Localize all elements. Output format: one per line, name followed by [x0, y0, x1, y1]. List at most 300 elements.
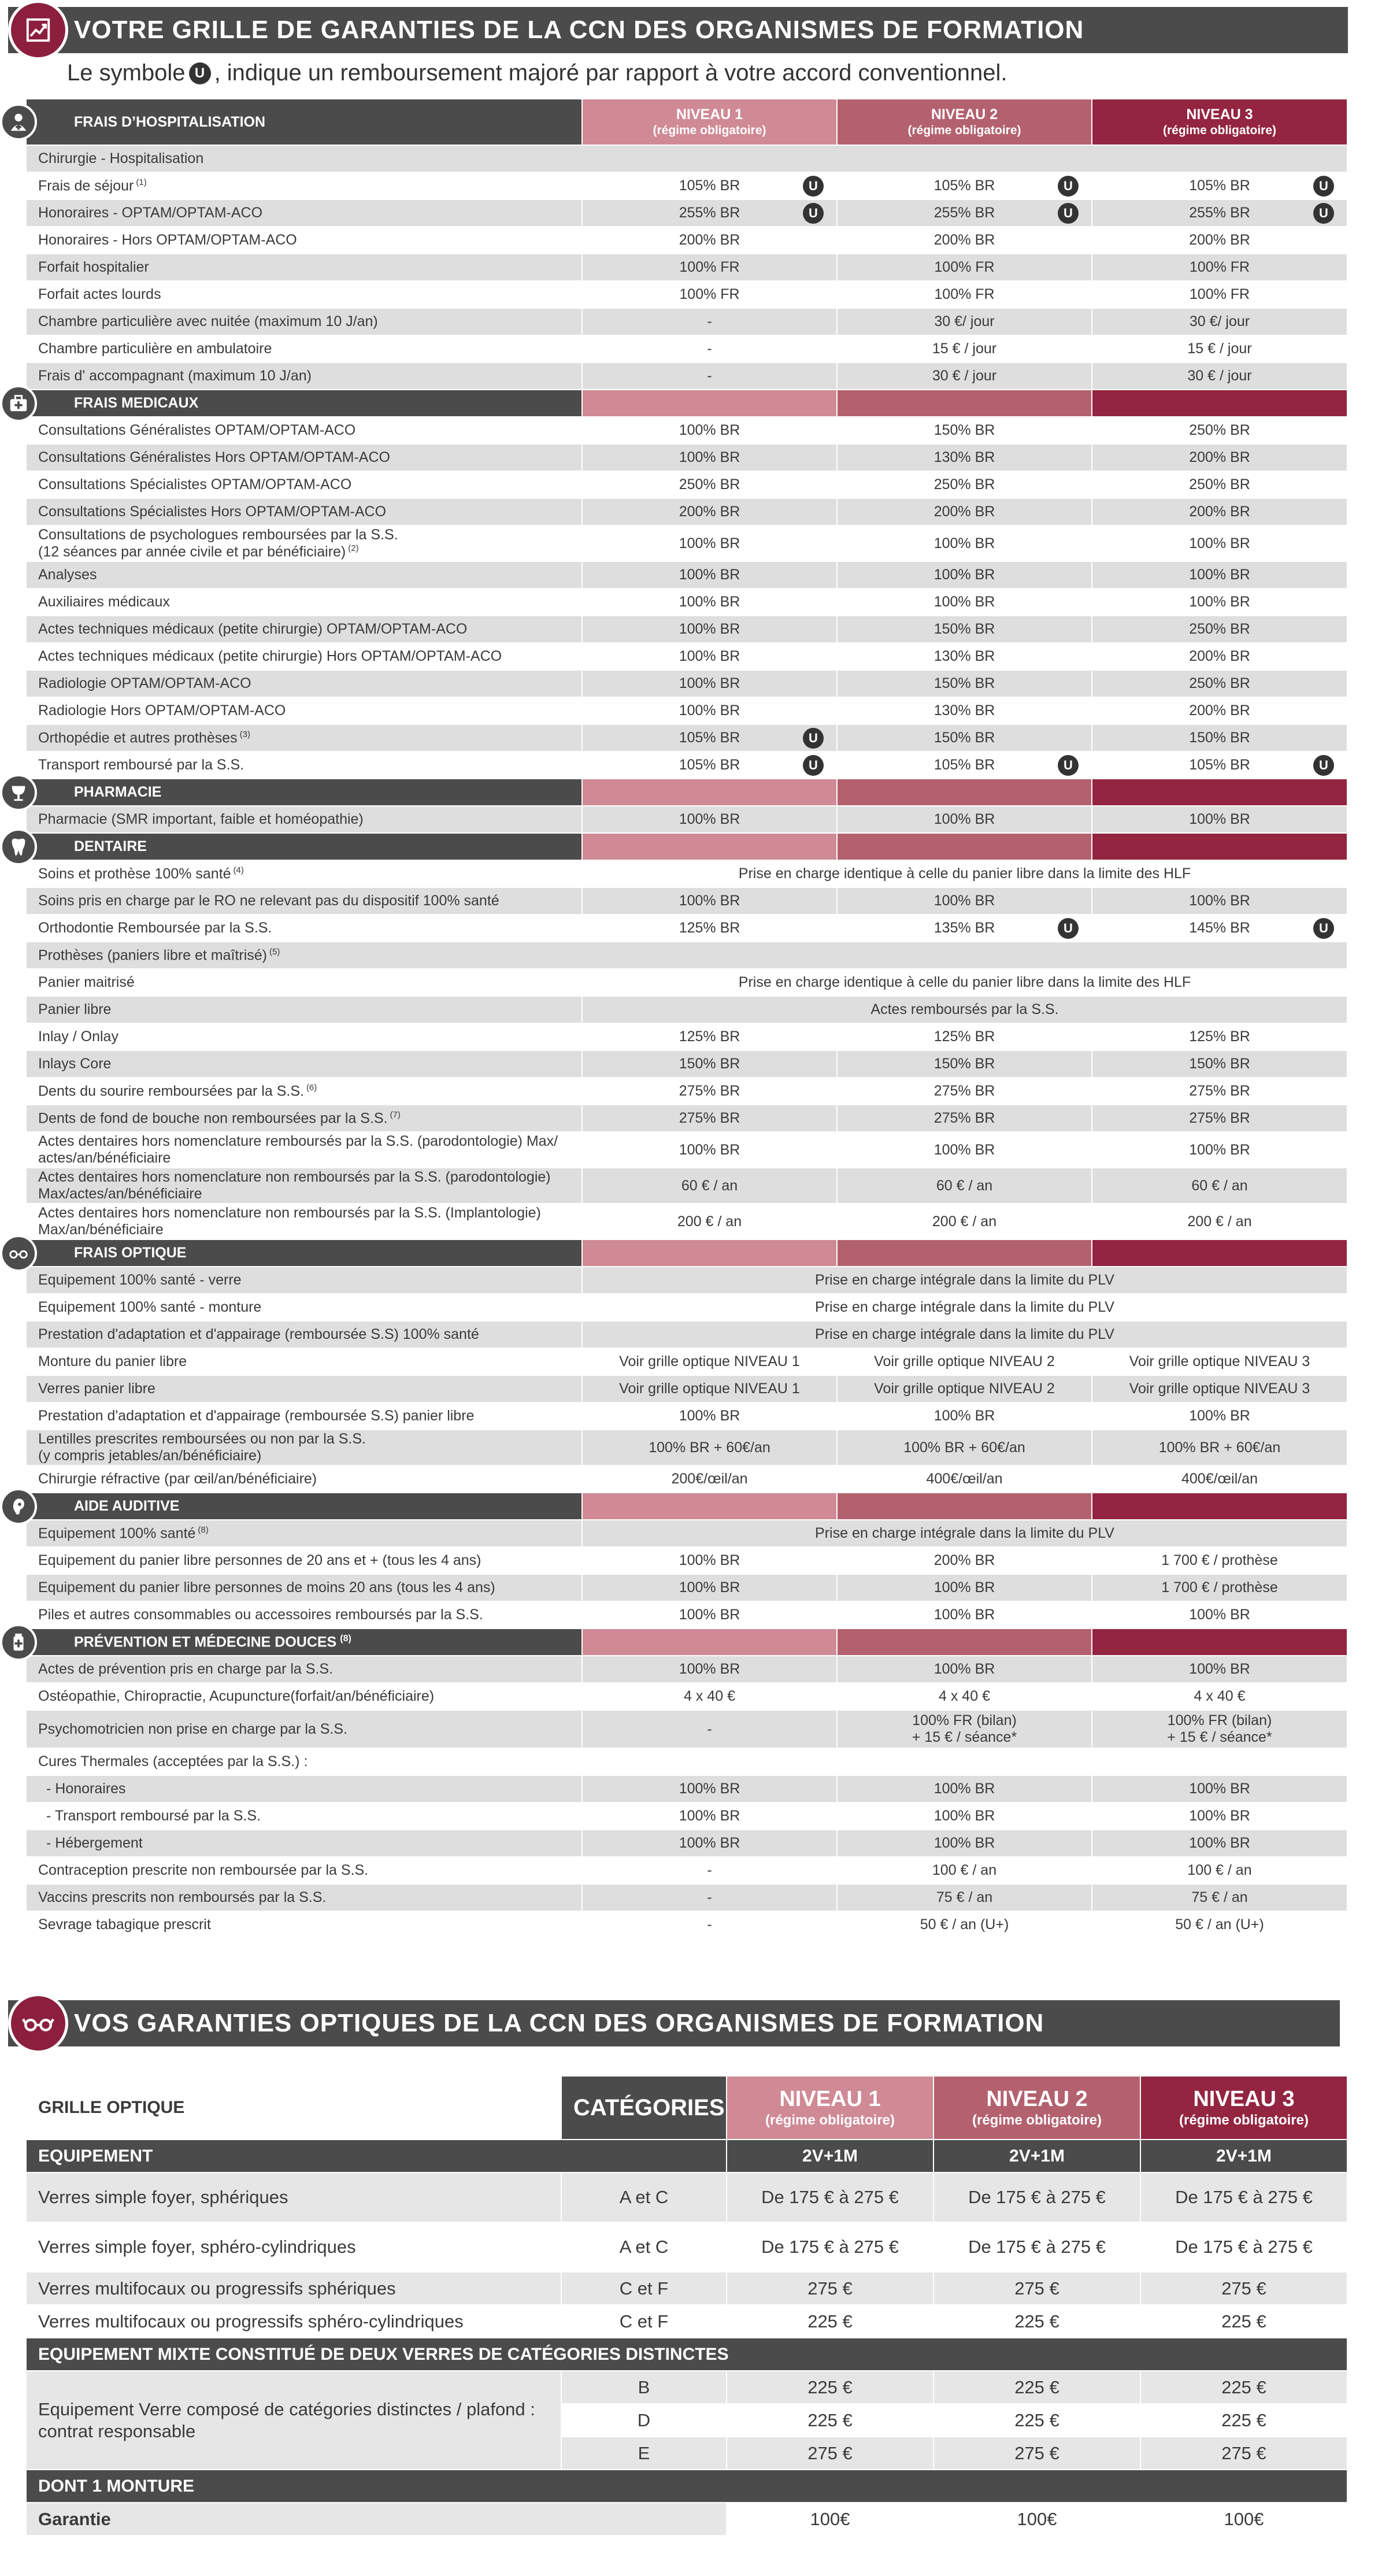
- cell-text: 100% BR: [1189, 1408, 1250, 1424]
- row-value-span: [582, 1321, 1347, 1348]
- table-row: [26, 969, 1347, 996]
- row-value-n2: [837, 670, 1092, 697]
- cell-text: Prestation d'adaptation et d'appairage (remboursée S.S) 100% santé: [38, 1326, 479, 1343]
- categories-header: CATÉGORIES: [561, 2076, 727, 2140]
- row-value-n1: [582, 561, 837, 589]
- row-value-n1: [582, 887, 837, 915]
- row-value-span: [582, 860, 1347, 887]
- table-row: [26, 1884, 1347, 1911]
- row-value-n1: [582, 172, 837, 199]
- row-footnote: (7): [390, 1109, 401, 1120]
- cell-text: 100% BR: [679, 648, 740, 665]
- cell-text: Consultations Généralistes OPTAM/OPTAM-ACO: [38, 422, 356, 439]
- table-row: [26, 281, 1347, 308]
- row-value-n3: [1092, 417, 1347, 444]
- cell-text: 100% BR: [933, 1579, 995, 1596]
- row-value-n3: [1092, 915, 1347, 942]
- table-row: [26, 1656, 1347, 1683]
- optic-row-n2: 275 €: [933, 2272, 1140, 2305]
- cell-text: Lentilles prescrites remboursées ou non par la S.S.: [38, 1431, 366, 1448]
- section-title: [26, 833, 582, 860]
- section-title: [26, 1493, 582, 1520]
- row-value-n1: [582, 1857, 837, 1884]
- row-value-n2: [837, 752, 1092, 779]
- row-value-n3: [1092, 1204, 1347, 1239]
- row-value-n2: [837, 697, 1092, 724]
- cell-text: 200% BR: [933, 232, 995, 249]
- row-value-n2: [837, 1547, 1092, 1574]
- row-value-n2: [837, 1430, 1092, 1465]
- mixte-n2: 225 €: [933, 2371, 1140, 2404]
- cell-text: 100% BR + 60€/an: [903, 1439, 1025, 1456]
- main-title-banner: [8, 7, 1348, 53]
- section-title: [26, 779, 582, 806]
- cell-text: Equipement 100% santé - monture: [38, 1299, 262, 1316]
- cell-text: 105% BR: [1189, 757, 1250, 773]
- table-row: [26, 752, 1347, 779]
- table-row: [26, 1574, 1347, 1601]
- cell-text: (y compris jetables/an/bénéficiaire): [38, 1448, 262, 1464]
- cell-text: Inlays Core: [38, 1056, 112, 1072]
- row-value-span: [582, 1520, 1347, 1547]
- table-row: [26, 145, 1347, 172]
- niveau-3-header: [1092, 833, 1347, 860]
- row-value-n1: [582, 199, 837, 227]
- optic-row-n2: De 175 € à 275 €: [933, 2172, 1140, 2222]
- cell-text: Voir grille optique NIVEAU 2: [874, 1380, 1055, 1397]
- cell-text: 100% BR: [933, 1141, 995, 1158]
- cell-text: 100% BR: [679, 1781, 740, 1797]
- cell-text: (12 séances par année civile et par bénéficiaire): [38, 543, 346, 560]
- cell-text: 100% BR: [679, 422, 740, 439]
- cell-text: 100% BR: [679, 567, 740, 583]
- row-label: [26, 1348, 582, 1375]
- table-row: [26, 199, 1347, 227]
- u-plus-icon: U: [1058, 755, 1079, 776]
- row-label: [26, 281, 582, 308]
- cell-text: 100% BR: [679, 1661, 740, 1678]
- row-label: [26, 1105, 582, 1132]
- mixte-n1: 275 €: [727, 2437, 933, 2470]
- cell-text: Consultations Spécialistes Hors OPTAM/OPTAM-ACO: [38, 504, 387, 520]
- table-row: [26, 1911, 1347, 1938]
- row-value-n1: [582, 1656, 837, 1683]
- cell-text: Frais d' accompagnant (maximum 10 J/an): [38, 368, 312, 384]
- row-value-n2: [837, 1078, 1092, 1105]
- row-value-n3: [1092, 444, 1347, 471]
- cell-text: 30 €/ jour: [934, 313, 995, 330]
- cell-text: Verres panier libre: [38, 1380, 155, 1397]
- row-label: [26, 362, 582, 390]
- optic-niveau-2-sub: (régime obligatoire): [972, 2112, 1102, 2129]
- row-value-n3: [1092, 561, 1347, 589]
- table-row: [26, 643, 1347, 670]
- mixte-n1: 225 €: [727, 2371, 933, 2404]
- row-footnote: (1): [136, 177, 147, 187]
- cell-text: Panier maitrisé: [38, 974, 135, 991]
- table-row: [26, 561, 1347, 589]
- optic-row-n3: De 175 € à 275 €: [1140, 2222, 1347, 2272]
- cell-text: + 15 € / séance*: [1167, 1729, 1272, 1745]
- optic-grid-table: [25, 2075, 1348, 2536]
- section-header-row: [26, 1239, 1347, 1267]
- row-value-n2: [837, 335, 1092, 362]
- cell-text: 100% BR: [679, 1607, 740, 1623]
- niveau-3-header: [1092, 99, 1347, 145]
- cell-text: Voir grille optique NIVEAU 2: [874, 1353, 1055, 1370]
- row-value-n1: [582, 589, 837, 616]
- table-row: [26, 670, 1347, 697]
- cell-text: 100% BR: [679, 594, 740, 610]
- cell-text: Cures Thermales (acceptées par la S.S.) :: [38, 1753, 308, 1770]
- row-value-span: [582, 1267, 1347, 1294]
- cell-text: 100% BR: [1189, 1141, 1250, 1158]
- row-value-n2: [837, 227, 1092, 254]
- row-value-n1: [582, 308, 837, 335]
- row-footnote: (6): [306, 1082, 317, 1093]
- row-value-n2: [837, 1375, 1092, 1402]
- niveau-2-header: [837, 1628, 1092, 1656]
- niveau-3-header: [1092, 1239, 1347, 1267]
- cell-text: 100% BR: [1189, 535, 1250, 552]
- cell-text: 100 € / an: [932, 1862, 997, 1879]
- optic-row-cat: C et F: [561, 2272, 727, 2305]
- table-row: [26, 915, 1347, 942]
- garantie-label: Garantie: [26, 2503, 727, 2536]
- niveau-2-header: [837, 779, 1092, 806]
- row-value-n3: [1092, 1375, 1347, 1402]
- row-value-n1: [582, 1884, 837, 1911]
- cell-text: Equipement 100% santé: [38, 1525, 196, 1542]
- row-label: [26, 199, 582, 227]
- cell-text: Actes de prévention pris en charge par la S.S.: [38, 1661, 334, 1678]
- u-plus-icon: U: [803, 728, 824, 749]
- table-row: [26, 471, 1347, 498]
- row-label: [26, 254, 582, 281]
- cell-text: 105% BR: [1189, 177, 1250, 194]
- cell-text: 100% BR: [933, 1835, 995, 1852]
- row-label: [26, 806, 582, 833]
- optic-row-label: Verres multifocaux ou progressifs sphériques: [26, 2272, 561, 2305]
- row-value-n1: [582, 1601, 837, 1628]
- cell-text: 100% BR: [1189, 1835, 1250, 1852]
- row-label: [26, 1375, 582, 1402]
- mixte-n2: 275 €: [933, 2437, 1140, 2470]
- cell-text: 275% BR: [1189, 1083, 1250, 1100]
- cell-text: 1 700 € / prothèse: [1161, 1579, 1278, 1596]
- cell-text: Contraception prescrite non remboursée par la S.S.: [38, 1862, 369, 1879]
- cell-text: Voir grille optique NIVEAU 1: [619, 1380, 800, 1397]
- row-value-n1: [582, 1911, 837, 1938]
- niveau-3-header: [1092, 1493, 1347, 1520]
- cell-text: 100% FR: [1189, 286, 1250, 303]
- cell-text: 100% BR: [933, 1408, 995, 1424]
- cell-text: 250% BR: [933, 476, 995, 493]
- mixte-label: EQUIPEMENT MIXTE CONSTITUÉ DE DEUX VERRES DE CATÉGORIES DISTINCTES: [26, 2338, 1347, 2371]
- row-label: [26, 670, 582, 697]
- row-label: [26, 561, 582, 589]
- optic-row: [26, 2222, 1347, 2272]
- optic-niveau-2-header: [933, 2076, 1140, 2140]
- u-plus-icon: U: [1313, 176, 1334, 197]
- row-label: [26, 172, 582, 199]
- equipement-header-row: [26, 2140, 1347, 2172]
- cell-text: 50 € / an (U+): [920, 1916, 1009, 1933]
- row-label: [26, 1465, 582, 1493]
- row-value-n2: [837, 417, 1092, 444]
- row-value-n1: [582, 1402, 837, 1430]
- cell-text: 275% BR: [679, 1083, 740, 1100]
- row-label: [26, 1574, 582, 1601]
- row-label: [26, 498, 582, 525]
- cell-text: 105% BR: [679, 730, 740, 746]
- u-plus-icon: U: [1313, 755, 1334, 776]
- cell-text: 130% BR: [933, 449, 995, 466]
- row-value-n3: [1092, 589, 1347, 616]
- row-value-n3: [1092, 498, 1347, 525]
- cell-text: 100% BR: [679, 1835, 740, 1852]
- row-label: [26, 996, 582, 1023]
- row-value-n2: [837, 1656, 1092, 1683]
- row-label: [26, 1601, 582, 1628]
- cell-text: 130% BR: [933, 648, 995, 665]
- section-header-row: [26, 1493, 1347, 1520]
- u-symbol-note: [67, 60, 1007, 86]
- cell-text: Analyses: [38, 567, 97, 583]
- niveau-label: NIVEAU 2: [931, 106, 998, 123]
- u-plus-icon: U: [803, 755, 824, 776]
- optic-row-cat: C et F: [561, 2305, 727, 2338]
- row-label: [26, 1321, 582, 1348]
- cell-text: 275% BR: [679, 1110, 740, 1127]
- row-value-n3: [1092, 806, 1347, 833]
- row-label: [26, 525, 582, 561]
- table-row: [26, 1857, 1347, 1884]
- cell-text: PHARMACIE: [74, 784, 162, 801]
- cell-text: - Hébergement: [46, 1835, 143, 1852]
- mixte-row: [26, 2371, 1347, 2404]
- row-value-n1: [582, 1775, 837, 1803]
- row-value-n2: [837, 561, 1092, 589]
- row-value-n2: [837, 1348, 1092, 1375]
- row-value-n3: [1092, 335, 1347, 362]
- cell-text: Chambre particulière en ambulatoire: [38, 340, 272, 357]
- cell-text: -: [707, 1862, 712, 1879]
- row-value-n3: [1092, 362, 1347, 390]
- cell-text: Actes dentaires hors nomenclature non remboursés par la S.S. (Implantologie): [38, 1205, 541, 1222]
- row-value-n2: [837, 444, 1092, 471]
- cell-text: Soins pris en charge par le RO ne relevant pas du dispositif 100% santé: [38, 893, 499, 909]
- cell-text: Honoraires - OPTAM/OPTAM-ACO: [38, 205, 263, 221]
- table-row: [26, 444, 1347, 471]
- cell-text: Prise en charge identique à celle du panier libre dans la limite des HLF: [738, 974, 1191, 991]
- row-label: [26, 1294, 582, 1321]
- cell-text: 100% BR: [933, 594, 995, 610]
- cell-text: Radiologie OPTAM/OPTAM-ACO: [38, 675, 251, 692]
- table-row: [26, 1050, 1347, 1078]
- row-label: [26, 444, 582, 471]
- row-value-n2: [837, 1911, 1092, 1938]
- niveau-1-header: [582, 779, 837, 806]
- cell-text: 100% BR: [1189, 893, 1250, 909]
- row-value-n1: [582, 1204, 837, 1239]
- row-value-n1: [582, 1050, 837, 1078]
- cell-text: 30 €/ jour: [1189, 313, 1250, 330]
- cell-text: 100% BR: [1189, 594, 1250, 610]
- table-row: [26, 525, 1347, 561]
- row-label: [26, 1520, 582, 1547]
- u-plus-icon: U: [1313, 203, 1334, 224]
- section-header-row: [26, 1628, 1347, 1656]
- cell-text: 150% BR: [933, 730, 995, 746]
- row-value-n2: [837, 1775, 1092, 1803]
- row-value-n3: [1092, 643, 1347, 670]
- section-footnote: (8): [340, 1633, 351, 1644]
- cell-text: Dents du sourire remboursées par la S.S.: [38, 1083, 304, 1100]
- row-value-n1: [582, 697, 837, 724]
- optic-niveau-3-label: NIVEAU 3: [1193, 2086, 1295, 2111]
- row-value-n2: [837, 362, 1092, 390]
- row-value-n1: [582, 752, 837, 779]
- cell-text: 105% BR: [679, 757, 740, 773]
- row-value-n3: [1092, 471, 1347, 498]
- cell-text: Consultations Spécialistes OPTAM/OPTAM-ACO: [38, 476, 352, 493]
- row-value-n2: [837, 525, 1092, 561]
- row-value-n3: [1092, 1348, 1347, 1375]
- table-row: [26, 1023, 1347, 1050]
- cell-text: Piles et autres consommables ou accessoires remboursés par la S.S.: [38, 1607, 483, 1623]
- cell-text: 250% BR: [1189, 476, 1250, 493]
- row-value-n2: [837, 172, 1092, 199]
- row-value-span: [582, 969, 1347, 996]
- glasses-icon: [0, 1235, 37, 1272]
- row-value-n3: [1092, 281, 1347, 308]
- row-value-n3: [1092, 670, 1347, 697]
- u-plus-icon: U: [1058, 918, 1079, 939]
- section-title: [26, 1628, 582, 1656]
- grid-optique-label: GRILLE OPTIQUE: [26, 2076, 561, 2140]
- cell-text: 150% BR: [933, 621, 995, 638]
- row-value-n3: [1092, 1402, 1347, 1430]
- niveau-label: NIVEAU 3: [1186, 106, 1253, 123]
- table-row: [26, 362, 1347, 390]
- table-row: [26, 308, 1347, 335]
- row-value-n1: [582, 498, 837, 525]
- cell-text: 100% BR: [933, 1808, 995, 1824]
- row-value-n2: [837, 1601, 1092, 1628]
- niveau-1-header: [582, 1239, 837, 1267]
- monture-label: DONT 1 MONTURE: [26, 2470, 1347, 2503]
- row-value-n2: [837, 281, 1092, 308]
- cell-text: 100% FR: [934, 286, 995, 303]
- cell-text: DENTAIRE: [74, 838, 147, 855]
- cell-text: 255% BR: [1189, 205, 1250, 221]
- row-value-n3: [1092, 1710, 1347, 1748]
- optic-row: [26, 2305, 1347, 2338]
- cell-text: Frais de séjour: [38, 177, 134, 194]
- cell-text: 1 700 € / prothèse: [1161, 1552, 1278, 1569]
- row-value-n3: [1092, 199, 1347, 227]
- cell-text: 105% BR: [933, 177, 995, 194]
- cell-text: Orthopédie et autres prothèses: [38, 730, 238, 746]
- optic-row-n1: 275 €: [727, 2272, 933, 2305]
- row-value-n1: [582, 1168, 837, 1204]
- cell-text: FRAIS OPTIQUE: [74, 1245, 187, 1261]
- cell-text: -: [707, 368, 712, 384]
- optic-row: [26, 2172, 1347, 2222]
- niveau-label: NIVEAU 1: [676, 106, 743, 123]
- row-value-n1: [582, 1547, 837, 1574]
- cell-text: 100% BR: [679, 1408, 740, 1424]
- cell-text: Equipement 100% santé - verre: [38, 1272, 242, 1289]
- cell-text: 250% BR: [679, 476, 740, 493]
- row-value-n3: [1092, 1911, 1347, 1938]
- cell-text: Actes dentaires hors nomenclature remboursés par la S.S. (parodontologie) Max/: [38, 1133, 558, 1150]
- niveau-3-header: [1092, 1628, 1347, 1656]
- cell-text: AIDE AUDITIVE: [74, 1498, 180, 1515]
- row-value-n1: [582, 670, 837, 697]
- niveau-1-header: [582, 390, 837, 417]
- cell-text: 100% BR + 60€/an: [649, 1439, 770, 1456]
- optic-row-cat: A et C: [561, 2222, 727, 2272]
- row-value-n3: [1092, 1105, 1347, 1132]
- row-value-n1: [582, 227, 837, 254]
- cell-text: 100% BR: [933, 535, 995, 552]
- row-label: [26, 1050, 582, 1078]
- equipement-label: EQUIPEMENT: [26, 2140, 727, 2172]
- table-row: [26, 1294, 1347, 1321]
- cell-text: PRÉVENTION ET MÉDECINE DOUCES: [74, 1634, 337, 1650]
- cell-text: Ostéopathie, Chiropractie, Acupuncture(forfait/an/bénéficiaire): [38, 1688, 435, 1705]
- row-value-span: [582, 1294, 1347, 1321]
- cell-text: 60 € / an: [1191, 1177, 1248, 1194]
- cell-text: Forfait actes lourds: [38, 286, 161, 303]
- cell-text: Inlay / Onlay: [38, 1028, 118, 1045]
- cell-text: Actes techniques médicaux (petite chirurgie) OPTAM/OPTAM-ACO: [38, 621, 468, 638]
- optic-row-n3: De 175 € à 275 €: [1140, 2172, 1347, 2222]
- mixte-description: Equipement Verre composé de catégories distinctes / plafond : contrat responsable: [26, 2371, 561, 2470]
- cell-text: 100% FR: [1189, 259, 1250, 276]
- row-value-n1: [582, 1465, 837, 1493]
- row-label: [26, 145, 1347, 172]
- section-title: [26, 390, 582, 417]
- row-label: [26, 616, 582, 643]
- cell-text: Chambre particulière avec nuitée (maximum 10 J/an): [38, 313, 378, 330]
- cell-text: 200% BR: [679, 232, 740, 249]
- table-row: [26, 335, 1347, 362]
- cell-text: 400€/œil/an: [926, 1471, 1003, 1487]
- table-row: [26, 942, 1347, 969]
- cell-text: Psychomotricien non prise en charge par la S.S.: [38, 1720, 347, 1737]
- row-value-n1: [582, 1574, 837, 1601]
- u-plus-icon: U: [803, 176, 824, 197]
- cell-text: 130% BR: [933, 702, 995, 719]
- monture-header-row: [26, 2470, 1347, 2503]
- row-value-n1: [582, 417, 837, 444]
- cell-text: Monture du panier libre: [38, 1353, 187, 1370]
- cell-text: 100% BR: [679, 1808, 740, 1824]
- table-row: [26, 860, 1347, 887]
- optic-row-label: Verres multifocaux ou progressifs sphéro-cylindriques: [26, 2305, 561, 2338]
- cell-text: Chirurgie réfractive (par œil/an/bénéficiaire): [38, 1471, 317, 1487]
- row-value-n3: [1092, 1547, 1347, 1574]
- row-value-n2: [837, 308, 1092, 335]
- cell-text: Voir grille optique NIVEAU 3: [1129, 1380, 1310, 1397]
- main-title: VOTRE GRILLE DE GARANTIES DE LA CCN DES ORGANISMES DE FORMATION: [74, 16, 1084, 44]
- cell-text: 100 € / an: [1187, 1862, 1252, 1879]
- row-value-n3: [1092, 1775, 1347, 1803]
- cell-text: 105% BR: [933, 757, 995, 773]
